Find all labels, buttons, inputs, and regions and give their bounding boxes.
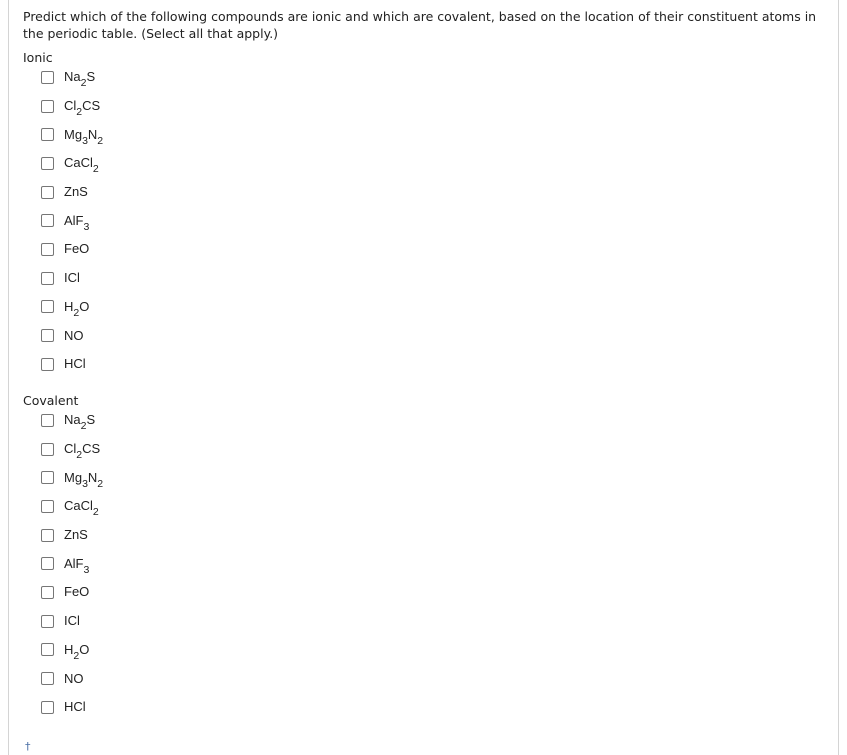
checkbox[interactable] — [41, 643, 54, 656]
formula-text: Na — [64, 412, 81, 428]
formula-subscript: 2 — [80, 420, 87, 433]
formula-text: NO — [64, 327, 84, 343]
checkbox[interactable] — [41, 672, 54, 685]
compound-formula — [64, 328, 84, 344]
formula-text: N — [87, 469, 98, 485]
compound-formula — [64, 671, 84, 687]
compound-formula — [64, 155, 99, 176]
covalent-option[interactable] — [41, 578, 103, 607]
covalent-option[interactable] — [41, 521, 103, 550]
checkbox[interactable] — [41, 500, 54, 513]
ionic-option[interactable] — [41, 264, 103, 293]
ionic-option[interactable] — [41, 120, 103, 149]
formula-subscript: 2 — [73, 649, 80, 662]
checkbox[interactable] — [41, 157, 54, 170]
formula-text: CaCl — [64, 155, 93, 171]
compound-formula — [64, 584, 89, 600]
ionic-option[interactable] — [41, 206, 103, 235]
checkbox[interactable] — [41, 128, 54, 141]
formula-text: HCl — [64, 699, 86, 715]
checkbox[interactable] — [41, 214, 54, 227]
formula-text: Cl — [64, 441, 77, 457]
checkbox[interactable] — [41, 586, 54, 599]
ionic-option[interactable] — [41, 350, 103, 379]
covalent-option[interactable] — [41, 664, 103, 693]
formula-text: H — [64, 298, 74, 314]
checkbox[interactable] — [41, 358, 54, 371]
covalent-group-label: Covalent — [23, 393, 79, 408]
formula-text: CS — [82, 441, 101, 457]
compound-formula — [64, 469, 104, 490]
ionic-options — [41, 63, 103, 379]
formula-text: CaCl — [64, 498, 93, 514]
formula-subscript: 2 — [80, 77, 87, 90]
formula-text: S — [86, 412, 96, 428]
compound-formula — [64, 641, 90, 662]
covalent-option[interactable] — [41, 693, 103, 722]
compound-formula — [64, 498, 99, 519]
checkbox[interactable] — [41, 414, 54, 427]
ionic-option[interactable] — [41, 92, 103, 121]
formula-subscript: 2 — [92, 163, 99, 176]
checkbox[interactable] — [41, 443, 54, 456]
ionic-option[interactable] — [41, 63, 103, 92]
formula-text: N — [87, 126, 98, 142]
checkbox[interactable] — [41, 615, 54, 628]
checkbox[interactable] — [41, 701, 54, 714]
formula-subscript: 2 — [92, 506, 99, 519]
compound-formula — [64, 699, 86, 715]
formula-text: O — [79, 641, 90, 657]
formula-text: S — [86, 69, 96, 85]
formula-text: H — [64, 641, 74, 657]
covalent-option[interactable] — [41, 607, 103, 636]
compound-formula — [64, 184, 88, 200]
formula-subscript: 2 — [97, 134, 104, 147]
checkbox[interactable] — [41, 243, 54, 256]
compound-formula — [64, 69, 96, 90]
formula-text: Mg — [64, 469, 83, 485]
covalent-option[interactable] — [41, 492, 103, 521]
formula-text: ICl — [64, 270, 80, 286]
compound-formula — [64, 270, 80, 286]
compound-formula — [64, 241, 89, 257]
compound-formula — [64, 126, 104, 147]
covalent-option[interactable] — [41, 636, 103, 665]
compound-formula — [64, 412, 96, 433]
compound-formula — [64, 356, 86, 372]
checkbox[interactable] — [41, 272, 54, 285]
formula-text: FeO — [64, 584, 90, 600]
formula-subscript: 2 — [97, 477, 104, 490]
checkbox[interactable] — [41, 471, 54, 484]
compound-formula — [64, 527, 88, 543]
compound-formula — [64, 613, 80, 629]
compound-formula — [64, 298, 90, 319]
formula-text: O — [79, 298, 90, 314]
checkbox[interactable] — [41, 100, 54, 113]
checkbox[interactable] — [41, 300, 54, 313]
formula-text: HCl — [64, 356, 86, 372]
question-panel — [8, 0, 839, 755]
compound-formula — [64, 98, 101, 119]
formula-text: Mg — [64, 126, 83, 142]
ionic-option[interactable] — [41, 321, 103, 350]
checkbox[interactable] — [41, 557, 54, 570]
ionic-option[interactable] — [41, 149, 103, 178]
ionic-group-label: Ionic — [23, 50, 53, 65]
formula-text: Cl — [64, 98, 77, 114]
question-text: Predict which of the following compounds are ionic and which are covalent, based on the location of their constituent atoms in the periodic table. (Select all that apply.) — [23, 9, 817, 41]
formula-text: Na — [64, 69, 81, 85]
compound-formula — [64, 555, 90, 576]
compound-formula — [64, 212, 90, 233]
formula-text: CS — [82, 98, 101, 114]
covalent-option[interactable] — [41, 435, 103, 464]
formula-text: ZnS — [64, 527, 88, 543]
formula-subscript: 3 — [82, 134, 88, 147]
compound-formula — [64, 441, 101, 462]
formula-text: ICl — [64, 613, 80, 629]
checkbox[interactable] — [41, 529, 54, 542]
formula-text: AlF — [64, 212, 84, 228]
formula-subscript: 2 — [73, 306, 80, 319]
formula-subscript: 3 — [83, 563, 90, 576]
formula-subscript: 3 — [83, 220, 90, 233]
formula-subscript: 2 — [76, 449, 83, 462]
ionic-option[interactable] — [41, 293, 103, 322]
formula-text: AlF — [64, 555, 84, 571]
checkbox[interactable] — [41, 71, 54, 84]
checkbox[interactable] — [41, 329, 54, 342]
covalent-option[interactable] — [41, 463, 103, 492]
covalent-options — [41, 406, 103, 722]
dagger-mark: † — [25, 740, 31, 753]
formula-text: FeO — [64, 241, 90, 257]
formula-text: ZnS — [64, 184, 88, 200]
formula-text: NO — [64, 670, 84, 686]
ionic-option[interactable] — [41, 178, 103, 207]
covalent-option[interactable] — [41, 406, 103, 435]
ionic-option[interactable] — [41, 235, 103, 264]
checkbox[interactable] — [41, 186, 54, 199]
formula-subscript: 2 — [76, 106, 83, 119]
formula-subscript: 3 — [82, 477, 88, 490]
covalent-option[interactable] — [41, 549, 103, 578]
